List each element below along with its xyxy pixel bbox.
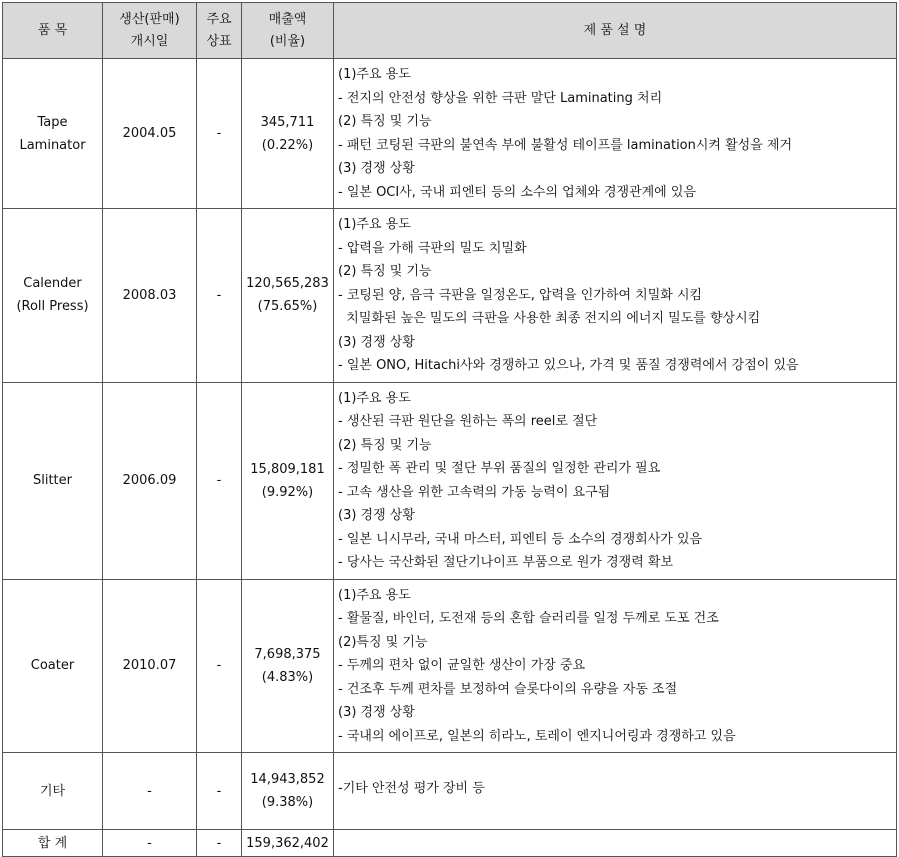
item-cell [3,382,103,579]
description-line: - 국내의 에이프로, 일본의 히라노, 토레이 엔지니어링과 경쟁하고 있음 [338,728,736,744]
item-name: Coater [30,658,75,674]
header-row [3,3,897,59]
header-sales: 매출액 (비율) [242,3,334,59]
sales-ratio: (9.38%) [261,795,314,810]
header-start-date: 생산(판매) 개시일 [103,3,197,59]
table-row [3,59,897,209]
table-row [3,753,897,830]
description-line: - 두께의 편차 없이 균일한 생산이 가장 중요 [338,658,586,673]
sales-amount: 15,809,181 [250,461,325,477]
trademark-cell: - [197,753,242,830]
item-cell [3,753,103,830]
start-date-cell: 2006.09 [103,382,197,579]
item-name: (Roll Press) [16,299,89,315]
header-item: 품 목 [3,3,103,59]
description-line: - 일본 ONO, Hitachi사와 경쟁하고 있으나, 가격 및 품질 경쟁력에서 강점이 있음 [338,358,799,373]
start-date-cell: 2010.07 [103,579,197,753]
trademark-cell: - [197,59,242,209]
sales-amount: 7,698,375 [254,646,321,662]
description-line: - 활물질, 바인더, 도전재 등의 혼합 슬러리를 일정 두께로 도포 건조 [338,611,719,626]
description-line: - 정밀한 폭 관리 및 절단 부위 품질의 일정한 관리가 필요 [338,461,661,476]
description-line: (1)주요 용도 [338,587,411,603]
table-row [3,382,897,579]
description-line: (3) 경쟁 상황 [338,161,415,176]
total-sales: 159,362,402 [242,830,334,857]
total-row [3,830,897,857]
description-line: (1)주요 용도 [338,67,411,82]
header-trademark: 주요 상표 [197,3,242,59]
description-line: 치밀화된 높은 밀도의 극판을 사용한 최종 전지의 에너지 밀도를 향상시킴 [338,311,761,326]
item-name: Laminator [19,137,86,153]
header-description: 제 품 설 명 [334,3,897,59]
sales-amount: 14,943,852 [250,772,325,787]
start-date-cell: 2004.05 [103,59,197,209]
description-cell [334,753,897,830]
description-line: - 압력을 가해 극판의 밀도 치밀화 [338,240,527,256]
description-line: (3) 경쟁 상황 [338,508,415,523]
description-line: (3) 경쟁 상황 [338,334,415,350]
total-start-date: - [103,830,197,857]
description-line: (2) 특징 및 기능 [338,114,432,129]
trademark-cell: - [197,579,242,753]
description-line: (1)주요 용도 [338,390,411,406]
sales-cell [242,579,334,753]
item-cell [3,209,103,383]
description-cell [334,579,897,753]
description-line: (2)특징 및 기능 [338,634,428,650]
item-cell [3,59,103,209]
description-cell [334,59,897,209]
item-name: 기타 [39,783,66,799]
description-line: - 패턴 코팅된 극판의 불연속 부에 불활성 테이프를 lamination시켜 활성을 제거 [338,137,793,153]
description-line: - 코팅된 양, 음극 극판을 일정온도, 압력을 인가하여 치밀화 시킴 [338,287,703,303]
item-cell [3,579,103,753]
description-line: - 고속 생산을 위한 고속력의 가동 능력이 요구됨 [338,484,611,500]
trademark-cell: - [197,382,242,579]
description-line: - 일본 OCI사, 국내 피엔티 등의 소수의 업체와 경쟁관계에 있음 [338,184,696,200]
total-label: 합 계 [3,830,103,857]
description-line: - 생산된 극판 원단을 원하는 폭의 reel로 절단 [338,414,598,429]
description-line: - 일본 니시무라, 국내 마스터, 피엔티 등 소수의 경쟁회사가 있음 [338,531,703,547]
total-trademark: - [197,830,242,857]
sales-ratio: (4.83%) [261,669,314,685]
sales-cell [242,209,334,383]
sales-ratio: (9.92%) [261,484,314,500]
description-line: (2) 특징 및 기능 [338,437,432,453]
sales-cell [242,753,334,830]
description-line: (2) 특징 및 기능 [338,264,432,279]
description-cell [334,382,897,579]
item-name: Slitter [32,473,72,488]
sales-cell [242,382,334,579]
start-date-cell: - [103,753,197,830]
description-cell [334,209,897,383]
table-row [3,209,897,383]
description-line: - 전지의 안전성 향상을 위한 극판 말단 Laminating 처리 [338,90,663,106]
description-line: -기타 안전성 평가 장비 등 [338,781,485,796]
trademark-cell: - [197,209,242,383]
table-row [3,579,897,753]
item-name: Calender [23,276,82,292]
description-line: (3) 경쟁 상황 [338,705,415,720]
description-line: - 건조후 두께 편차를 보정하여 슬롯다이의 유량을 자동 조절 [338,681,678,697]
item-name: Tape [37,114,68,130]
description-line: - 당사는 국산화된 절단기나이프 부품으로 원가 경쟁력 확보 [338,555,674,570]
sales-ratio: (75.65%) [257,299,318,315]
description-line: (1)주요 용도 [338,217,411,232]
product-table [2,2,897,857]
sales-amount: 120,565,283 [246,276,329,292]
start-date-cell: 2008.03 [103,209,197,383]
total-description [334,830,897,857]
sales-cell [242,59,334,209]
sales-ratio: (0.22%) [261,137,314,153]
sales-amount: 345,711 [260,114,315,130]
